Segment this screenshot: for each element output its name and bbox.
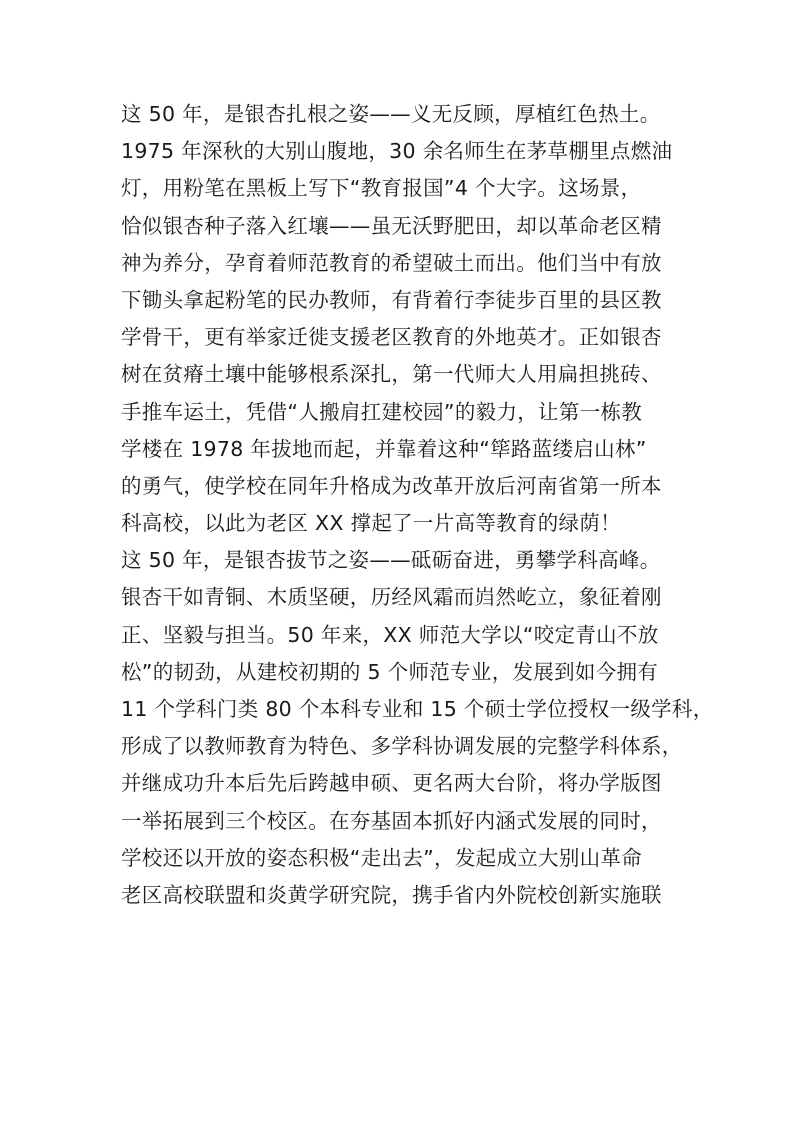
text-line-22: 老区高校联盟和炎黄学研究院，携手省内外院校创新实施联 — [121, 882, 662, 907]
text-line-8: 树在贫瘠土壤中能够根系深扎，第一代师大人用扁担挑砖、 — [121, 362, 662, 387]
text-line-4: 恰似银杏种子落入红壤——虽无沃野肥田，却以革命老区精 — [121, 213, 662, 238]
text-line-15: 正、坚毅与担当。50 年来，XX 师范大学以“咬定青山不放 — [121, 622, 659, 647]
text-line-3: 灯，用粉笔在黑板上写下“教育报国”4 个大字。这场景， — [121, 176, 642, 201]
text-line-10: 学楼在 1978 年拔地而起，并靠着这种“筚路蓝缕启山林” — [121, 436, 647, 461]
text-line-20: 一举拓展到三个校区。在夯基固本抓好内涵式发展的同时， — [121, 808, 662, 833]
text-line-11: 的勇气，使学校在同年升格成为改革开放后河南省第一所本 — [121, 473, 662, 498]
text-line-13: 这 50 年，是银杏拔节之姿——砥砺奋进，勇攀学科高峰。 — [121, 548, 661, 573]
text-line-9: 手推车运土，凭借“人搬肩扛建校园”的毅力，让第一栋教 — [121, 399, 643, 424]
text-line-18: 形成了以教师教育为特色、多学科协调发展的完整学科体系， — [121, 734, 683, 759]
text-line-14: 银杏干如青铜、木质坚硬，历经风霜而岿然屹立，象征着刚 — [121, 585, 662, 610]
text-line-16: 松”的韧劲，从建校初期的 5 个师范专业，发展到如今拥有 — [121, 659, 659, 684]
text-line-5: 神为养分，孕育着师范教育的希望破土而出。他们当中有放 — [121, 250, 662, 275]
text-line-7: 学骨干，更有举家迁徙支援老区教育的外地英才。正如银杏 — [121, 325, 662, 350]
text-line-12: 科高校，以此为老区 XX 撑起了一片高等教育的绿荫！ — [121, 511, 621, 536]
text-line-1: 这 50 年，是银杏扎根之姿——义无反顾，厚植红色热土。 — [121, 102, 661, 126]
text-line-17: 11 个学科门类 80 个本科专业和 15 个硕士学位授权一级学科， — [121, 697, 714, 721]
text-line-2: 1975 年深秋的大别山腹地，30 余名师生在茅草棚里点燃油 — [121, 139, 673, 164]
body-text — [121, 96, 714, 914]
text-line-21: 学校还以开放的姿态积极“走出去”，发起成立大别山革命 — [121, 845, 643, 870]
text-line-19: 并继成功升本后先后跨越申硕、更名两大台阶，将办学版图 — [121, 771, 662, 796]
text-line-6: 下锄头拿起粉笔的民办教师，有背着行李徒步百里的县区教 — [121, 287, 662, 312]
